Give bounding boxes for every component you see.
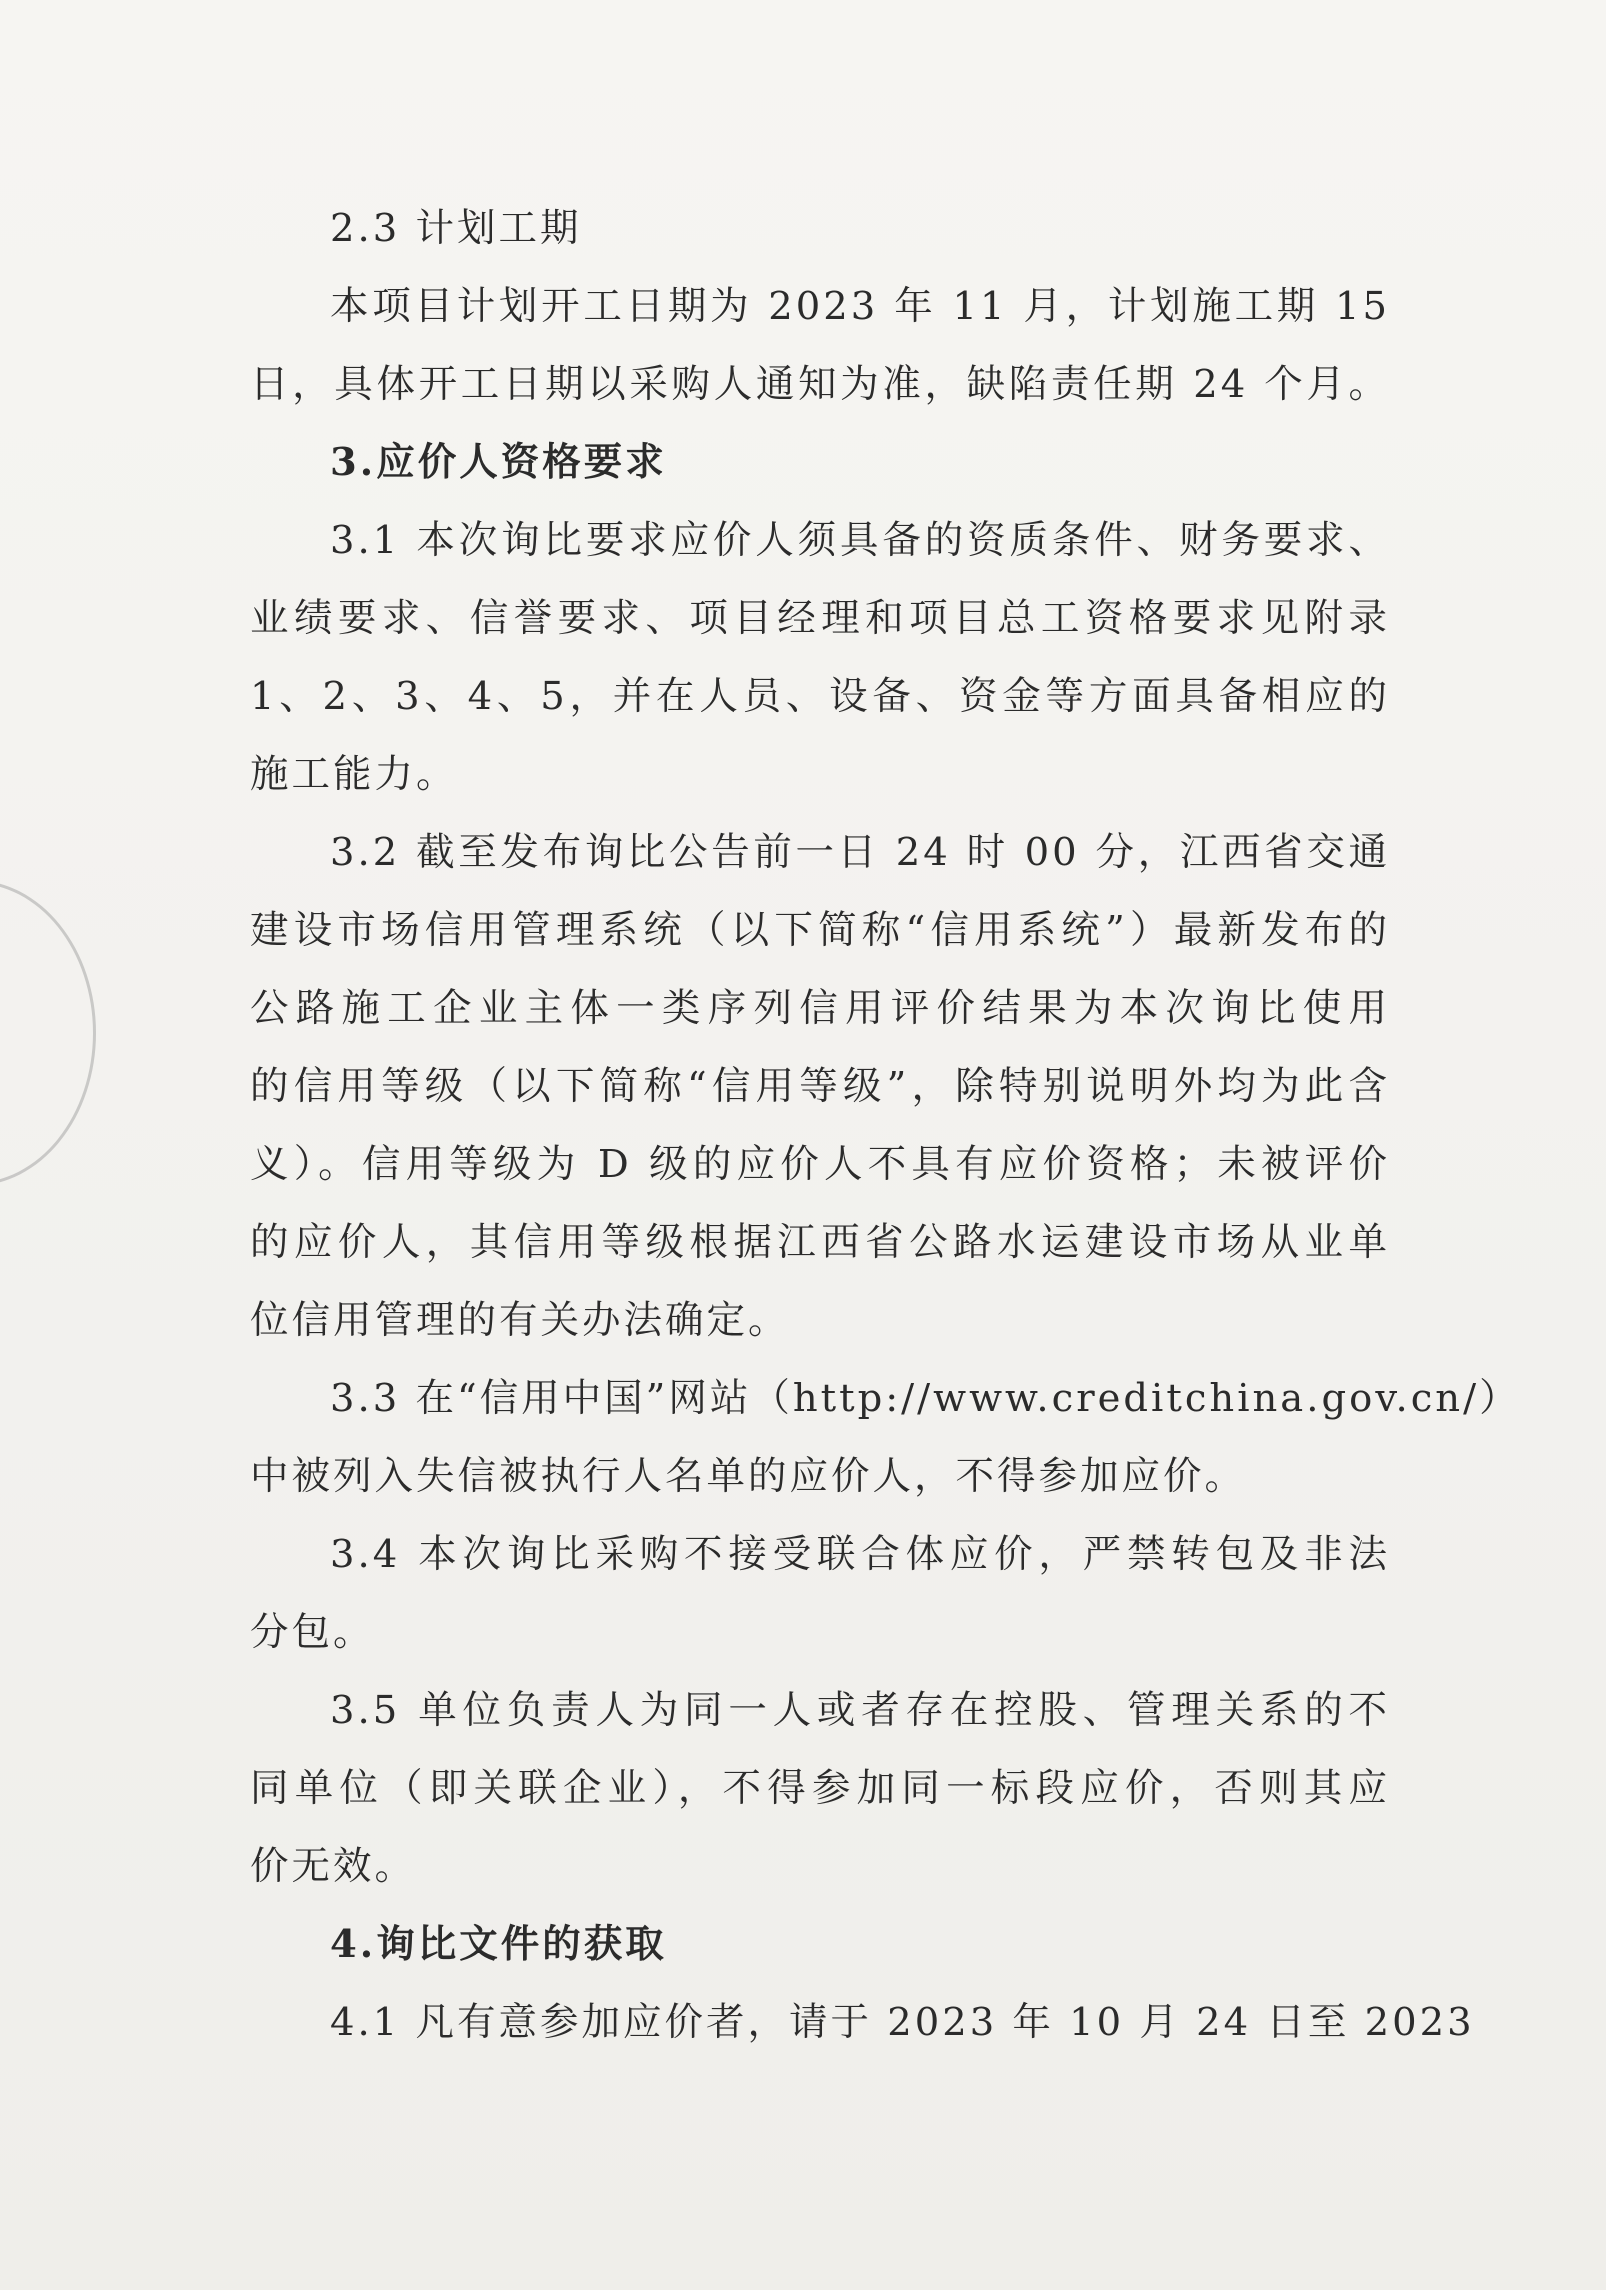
document-body	[250, 190, 1521, 2062]
paragraph-line: 中被列入失信被执行人名单的应价人，不得参加应价。	[250, 1454, 1247, 1499]
paragraph-line: 3.5 单位负责人为同一人或者存在控股、管理关系的不	[330, 1688, 1390, 1733]
paragraph-line: 建设市场信用管理系统（以下简称“信用系统”）最新发布的	[250, 908, 1390, 953]
paragraph-line: 3.3 在“信用中国”网站（http://www.creditchina.gov.cn/）	[330, 1376, 1521, 1421]
paragraph-line: 同单位（即关联企业），不得参加同一标段应价，否则其应	[250, 1766, 1390, 1811]
paragraph-line: 分包。	[250, 1610, 375, 1655]
paragraph-line: 业绩要求、信誉要求、项目经理和项目总工资格要求见附录	[250, 596, 1390, 641]
paragraph-line: 3.1 本次询比要求应价人须具备的资质条件、财务要求、	[330, 518, 1390, 563]
paragraph-line: 的信用等级（以下简称“信用等级”，除特别说明外均为此含	[250, 1064, 1390, 1109]
paragraph-line: 价无效。	[250, 1844, 417, 1889]
paragraph-line: 位信用管理的有关办法确定。	[250, 1298, 790, 1343]
official-seal-stamp	[0, 880, 96, 1186]
paragraph-line: 施工能力。	[250, 752, 458, 797]
paragraph-line: 公路施工企业主体一类序列信用评价结果为本次询比使用	[250, 986, 1390, 1031]
paragraph-line: 1、2、3、4、5，并在人员、设备、资金等方面具备相应的	[250, 674, 1390, 719]
paragraph-line: 4.1 凡有意参加应价者，请于 2023 年 10 月 24 日至 2023	[330, 2000, 1475, 2045]
paragraph-line: 的应价人，其信用等级根据江西省公路水运建设市场从业单	[250, 1220, 1390, 1265]
paragraph-line: 义）。信用等级为 D 级的应价人不具有应价资格；未被评价	[250, 1142, 1390, 1187]
paragraph-line: 本项目计划开工日期为 2023 年 11 月，计划施工期 15	[330, 284, 1390, 329]
paragraph-line: 3.4 本次询比采购不接受联合体应价，严禁转包及非法	[330, 1532, 1390, 1577]
section-heading: 4.询比文件的获取	[330, 1922, 667, 1967]
paragraph-line: 3.2 截至发布询比公告前一日 24 时 00 分，江西省交通	[330, 830, 1390, 875]
paragraph-line: 2.3 计划工期	[330, 206, 582, 251]
paragraph-line: 日，具体开工日期以采购人通知为准，缺陷责任期 24 个月。	[250, 362, 1390, 407]
section-heading: 3.应价人资格要求	[330, 440, 667, 485]
